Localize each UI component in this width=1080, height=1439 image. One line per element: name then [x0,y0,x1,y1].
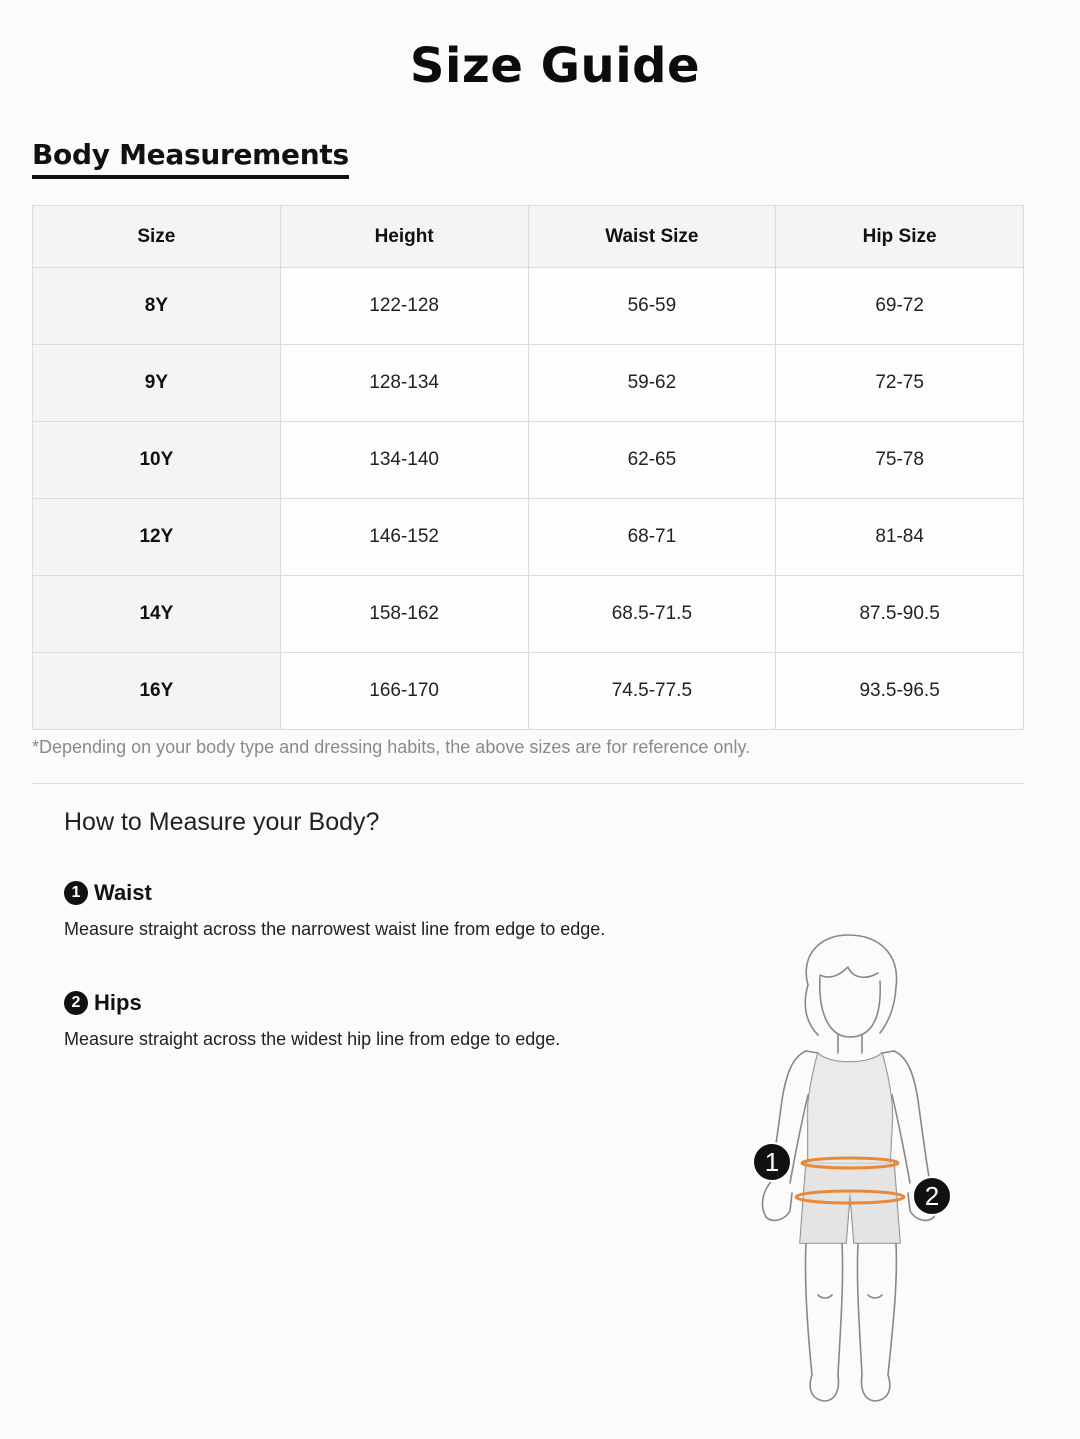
divider [32,783,1024,784]
step-waist-description: Measure straight across the narrowest waist line from edge to edge. [64,919,606,939]
table-row [33,422,1024,499]
marker-2-label: 2 [924,1181,940,1211]
step-waist-title [64,880,152,906]
cell-waist: 68.5-71.5 [528,576,776,653]
header-hip: Hip Size [776,206,1024,268]
child-body-illustration [740,925,970,1415]
section-heading: Body Measurements [32,138,349,179]
cell-height: 166-170 [280,653,528,730]
step-name: Hips [94,990,142,1015]
step-hips-description: Measure straight across the widest hip line from edge to edge. [64,1029,561,1049]
header-waist: Waist Size [528,206,776,268]
cell-size: 12Y [33,499,281,576]
table-row [33,345,1024,422]
cell-waist: 68-71 [528,499,776,576]
cell-height: 158-162 [280,576,528,653]
cell-waist: 56-59 [528,268,776,345]
table-header-row [33,206,1024,268]
cell-height: 128-134 [280,345,528,422]
cell-hip: 93.5-96.5 [776,653,1024,730]
step-number-badge: 2 [64,991,88,1015]
cell-hip: 81-84 [776,499,1024,576]
cell-waist: 74.5-77.5 [528,653,776,730]
table-row [33,653,1024,730]
table-row [33,499,1024,576]
cell-size: 10Y [33,422,281,499]
step-name: Waist [94,880,152,905]
header-size: Size [33,206,281,268]
measure-title: How to Measure your Body? [64,808,380,836]
cell-size: 8Y [33,268,281,345]
cell-height: 134-140 [280,422,528,499]
page-title: Size Guide [409,38,701,94]
table-row [33,576,1024,653]
cell-size: 14Y [33,576,281,653]
marker-1-label: 1 [764,1147,780,1177]
cell-size: 9Y [33,345,281,422]
cell-waist: 59-62 [528,345,776,422]
cell-waist: 62-65 [528,422,776,499]
cell-height: 122-128 [280,268,528,345]
step-number-badge: 1 [64,881,88,905]
size-table [32,205,1024,730]
cell-hip: 72-75 [776,345,1024,422]
cell-hip: 75-78 [776,422,1024,499]
cell-hip: 87.5-90.5 [776,576,1024,653]
step-hips-title [64,990,142,1016]
cell-size: 16Y [33,653,281,730]
cell-height: 146-152 [280,499,528,576]
cell-hip: 69-72 [776,268,1024,345]
header-height: Height [280,206,528,268]
footnote: *Depending on your body type and dressing habits, the above sizes are for reference only. [32,737,751,757]
table-row [33,268,1024,345]
